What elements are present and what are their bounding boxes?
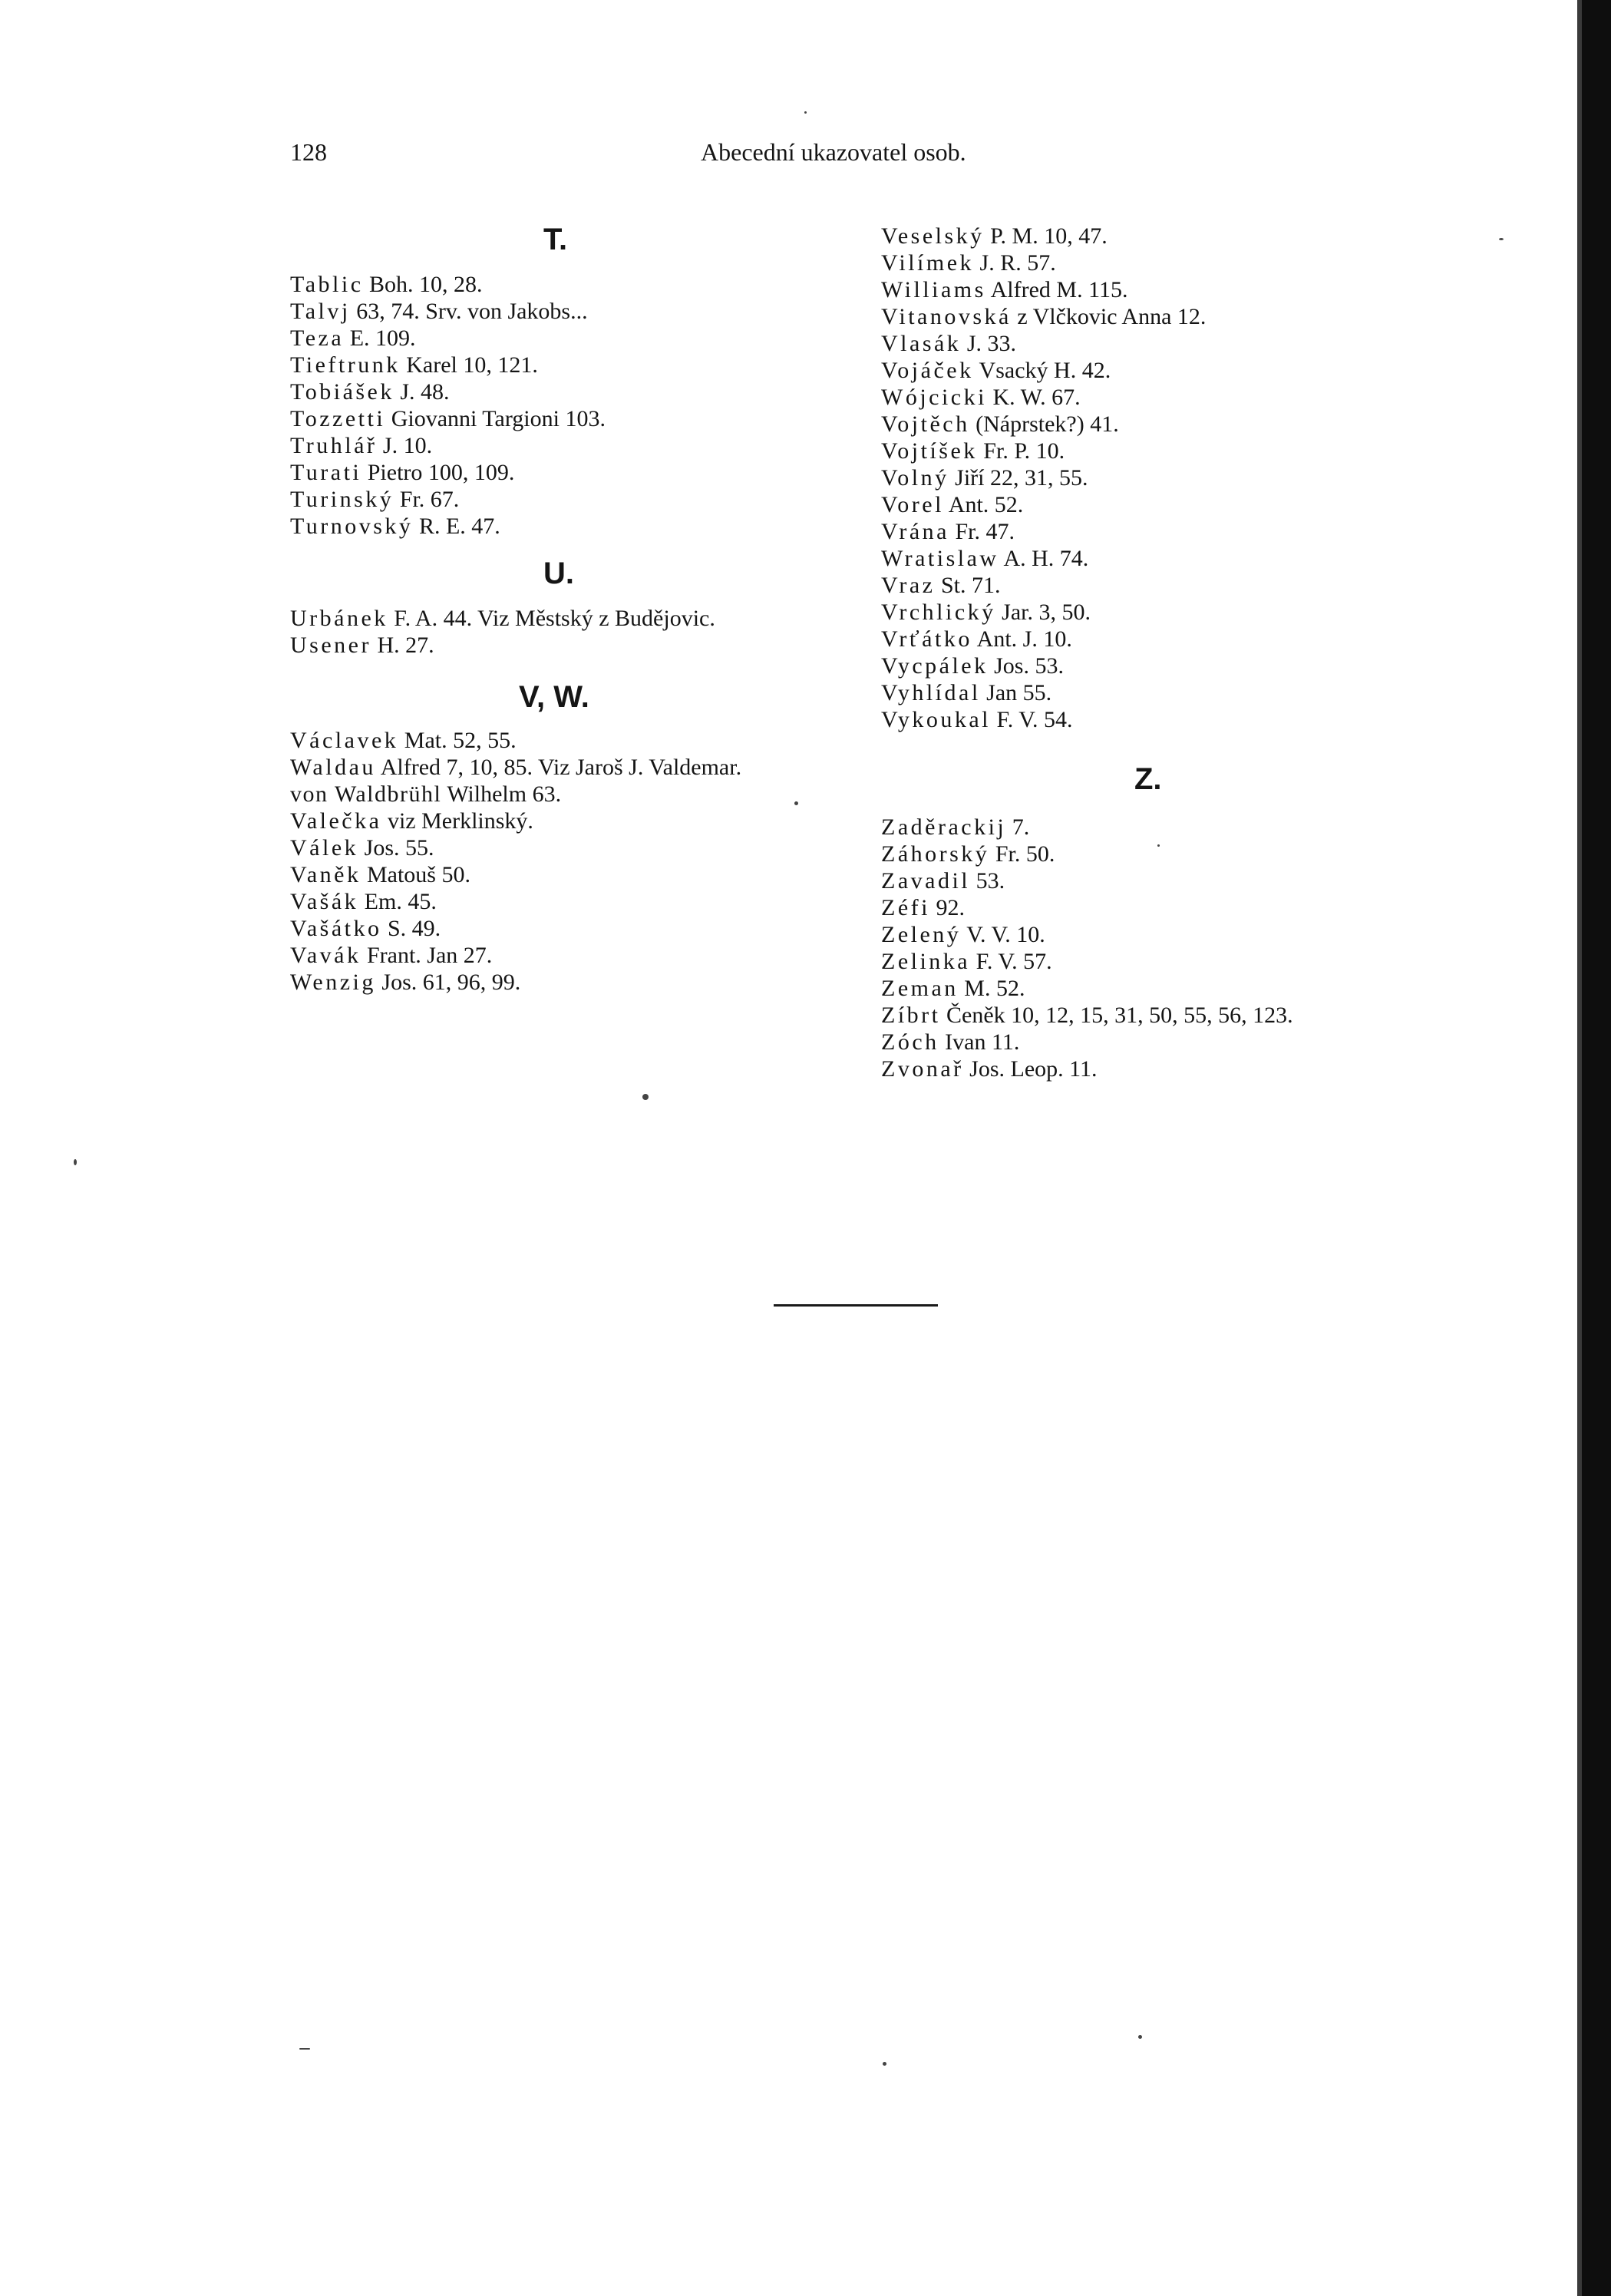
index-entry: Turati Pietro 100, 109. bbox=[290, 460, 515, 485]
right-column bbox=[881, 223, 1464, 1082]
scan-speck bbox=[794, 801, 798, 805]
left-column bbox=[290, 223, 843, 996]
scan-speck bbox=[1157, 844, 1160, 847]
scan-speck bbox=[642, 1094, 649, 1100]
index-entry: Tobiášek J. 48. bbox=[290, 379, 450, 405]
scan-speck bbox=[804, 111, 807, 114]
section-vw-entries bbox=[290, 727, 843, 996]
index-entry: Zeman M. 52. bbox=[881, 976, 1025, 1001]
index-entry: Wójcicki K. W. 67. bbox=[881, 385, 1081, 410]
index-entry: Vycpálek Jos. 53. bbox=[881, 653, 1064, 679]
index-entry: Turnovský R. E. 47. bbox=[290, 514, 500, 539]
index-entry: Vojtíšek Fr. P. 10. bbox=[881, 438, 1065, 464]
index-entry: Teza E. 109. bbox=[290, 325, 416, 351]
index-entry: Zíbrt Čeněk 10, 12, 15, 31, 50, 55, 56, 123. bbox=[881, 1003, 1293, 1028]
section-heading-vw: V, W. bbox=[519, 680, 589, 714]
index-entry: Vašák Em. 45. bbox=[290, 889, 437, 914]
section-heading-u: U. bbox=[543, 557, 574, 590]
index-entry: Waldau Alfred 7, 10, 85. Viz Jaroš J. Valdemar. bbox=[290, 755, 742, 780]
index-entry: Veselský P. M. 10, 47. bbox=[881, 223, 1108, 249]
index-entry: Tieftrunk Karel 10, 121. bbox=[290, 352, 538, 378]
index-entry: Vyhlídal Jan 55. bbox=[881, 680, 1052, 705]
index-entry: Vavák Frant. Jan 27. bbox=[290, 943, 493, 968]
page-header bbox=[290, 138, 1058, 177]
index-entry: Wratislaw A. H. 74. bbox=[881, 546, 1089, 571]
index-entry: Zelinka F. V. 57. bbox=[881, 949, 1052, 974]
index-entry: Urbánek F. A. 44. Viz Městský z Budějovic. bbox=[290, 606, 715, 631]
running-title: Abecední ukazovatel osob. bbox=[701, 138, 966, 166]
index-entry: Vašátko S. 49. bbox=[290, 916, 441, 941]
scan-speck bbox=[883, 2062, 886, 2066]
index-entry: Truhlář J. 10. bbox=[290, 433, 433, 458]
index-entry: Vorel Ant. 52. bbox=[881, 492, 1024, 517]
index-entry: Tozzetti Giovanni Targioni 103. bbox=[290, 406, 606, 431]
section-v-continued-entries bbox=[881, 223, 1464, 733]
scan-speck bbox=[1138, 2035, 1142, 2039]
index-entry: Volný Jiří 22, 31, 55. bbox=[881, 465, 1088, 491]
index-entry: Vojtěch (Náprstek?) 41. bbox=[881, 411, 1119, 437]
index-entry: Turinský Fr. 67. bbox=[290, 487, 460, 512]
index-entry: Talvj 63, 74. Srv. von Jakobs... bbox=[290, 299, 588, 324]
index-entry: Zavadil 53. bbox=[881, 868, 1005, 894]
index-entry: Tablic Boh. 10, 28. bbox=[290, 272, 483, 297]
index-entry: Vlasák J. 33. bbox=[881, 331, 1016, 356]
index-entry: Václavek Mat. 52, 55. bbox=[290, 728, 517, 753]
index-entry: Vitanovská z Vlčkovic Anna 12. bbox=[881, 304, 1207, 329]
section-heading-z: Z. bbox=[1134, 762, 1162, 796]
index-entry: Wenzig Jos. 61, 96, 99. bbox=[290, 970, 521, 995]
index-entry: Vrťátko Ant. J. 10. bbox=[881, 626, 1072, 652]
index-entry: Valečka viz Merklinský. bbox=[290, 808, 533, 834]
index-entry: Usener H. 27. bbox=[290, 633, 434, 658]
section-z-entries bbox=[881, 814, 1464, 1082]
index-entry: von Waldbrühl Wilhelm 63. bbox=[290, 781, 562, 807]
scan-speck bbox=[299, 2048, 310, 2050]
index-entry: Zóch Ivan 11. bbox=[881, 1029, 1020, 1055]
index-entry: Vrána Fr. 47. bbox=[881, 519, 1015, 544]
index-entry: Válek Jos. 55. bbox=[290, 835, 434, 861]
index-entry: Vaněk Matouš 50. bbox=[290, 862, 470, 887]
index-entry: Zéfi 92. bbox=[881, 895, 965, 920]
scan-speck bbox=[1499, 238, 1504, 240]
scan-speck bbox=[74, 1159, 77, 1165]
closing-rule bbox=[774, 1304, 938, 1307]
index-entry: Zvonař Jos. Leop. 11. bbox=[881, 1056, 1098, 1082]
index-entry: Zaděrackij 7. bbox=[881, 814, 1030, 840]
index-entry: Záhorský Fr. 50. bbox=[881, 841, 1055, 867]
index-entry: Vykoukal F. V. 54. bbox=[881, 707, 1073, 732]
section-t-entries bbox=[290, 271, 843, 540]
index-entry: Vojáček Vsacký H. 42. bbox=[881, 358, 1111, 383]
section-heading-t: T. bbox=[543, 223, 568, 256]
index-entry: Zelený V. V. 10. bbox=[881, 922, 1045, 947]
index-entry: Vraz St. 71. bbox=[881, 573, 1001, 598]
index-entry: Williams Alfred M. 115. bbox=[881, 277, 1128, 302]
index-entry: Vilímek J. R. 57. bbox=[881, 250, 1056, 276]
page-number: 128 bbox=[290, 138, 327, 166]
scan-border bbox=[1582, 0, 1611, 2296]
index-entry: Vrchlický Jar. 3, 50. bbox=[881, 600, 1091, 625]
section-u-entries bbox=[290, 605, 843, 659]
